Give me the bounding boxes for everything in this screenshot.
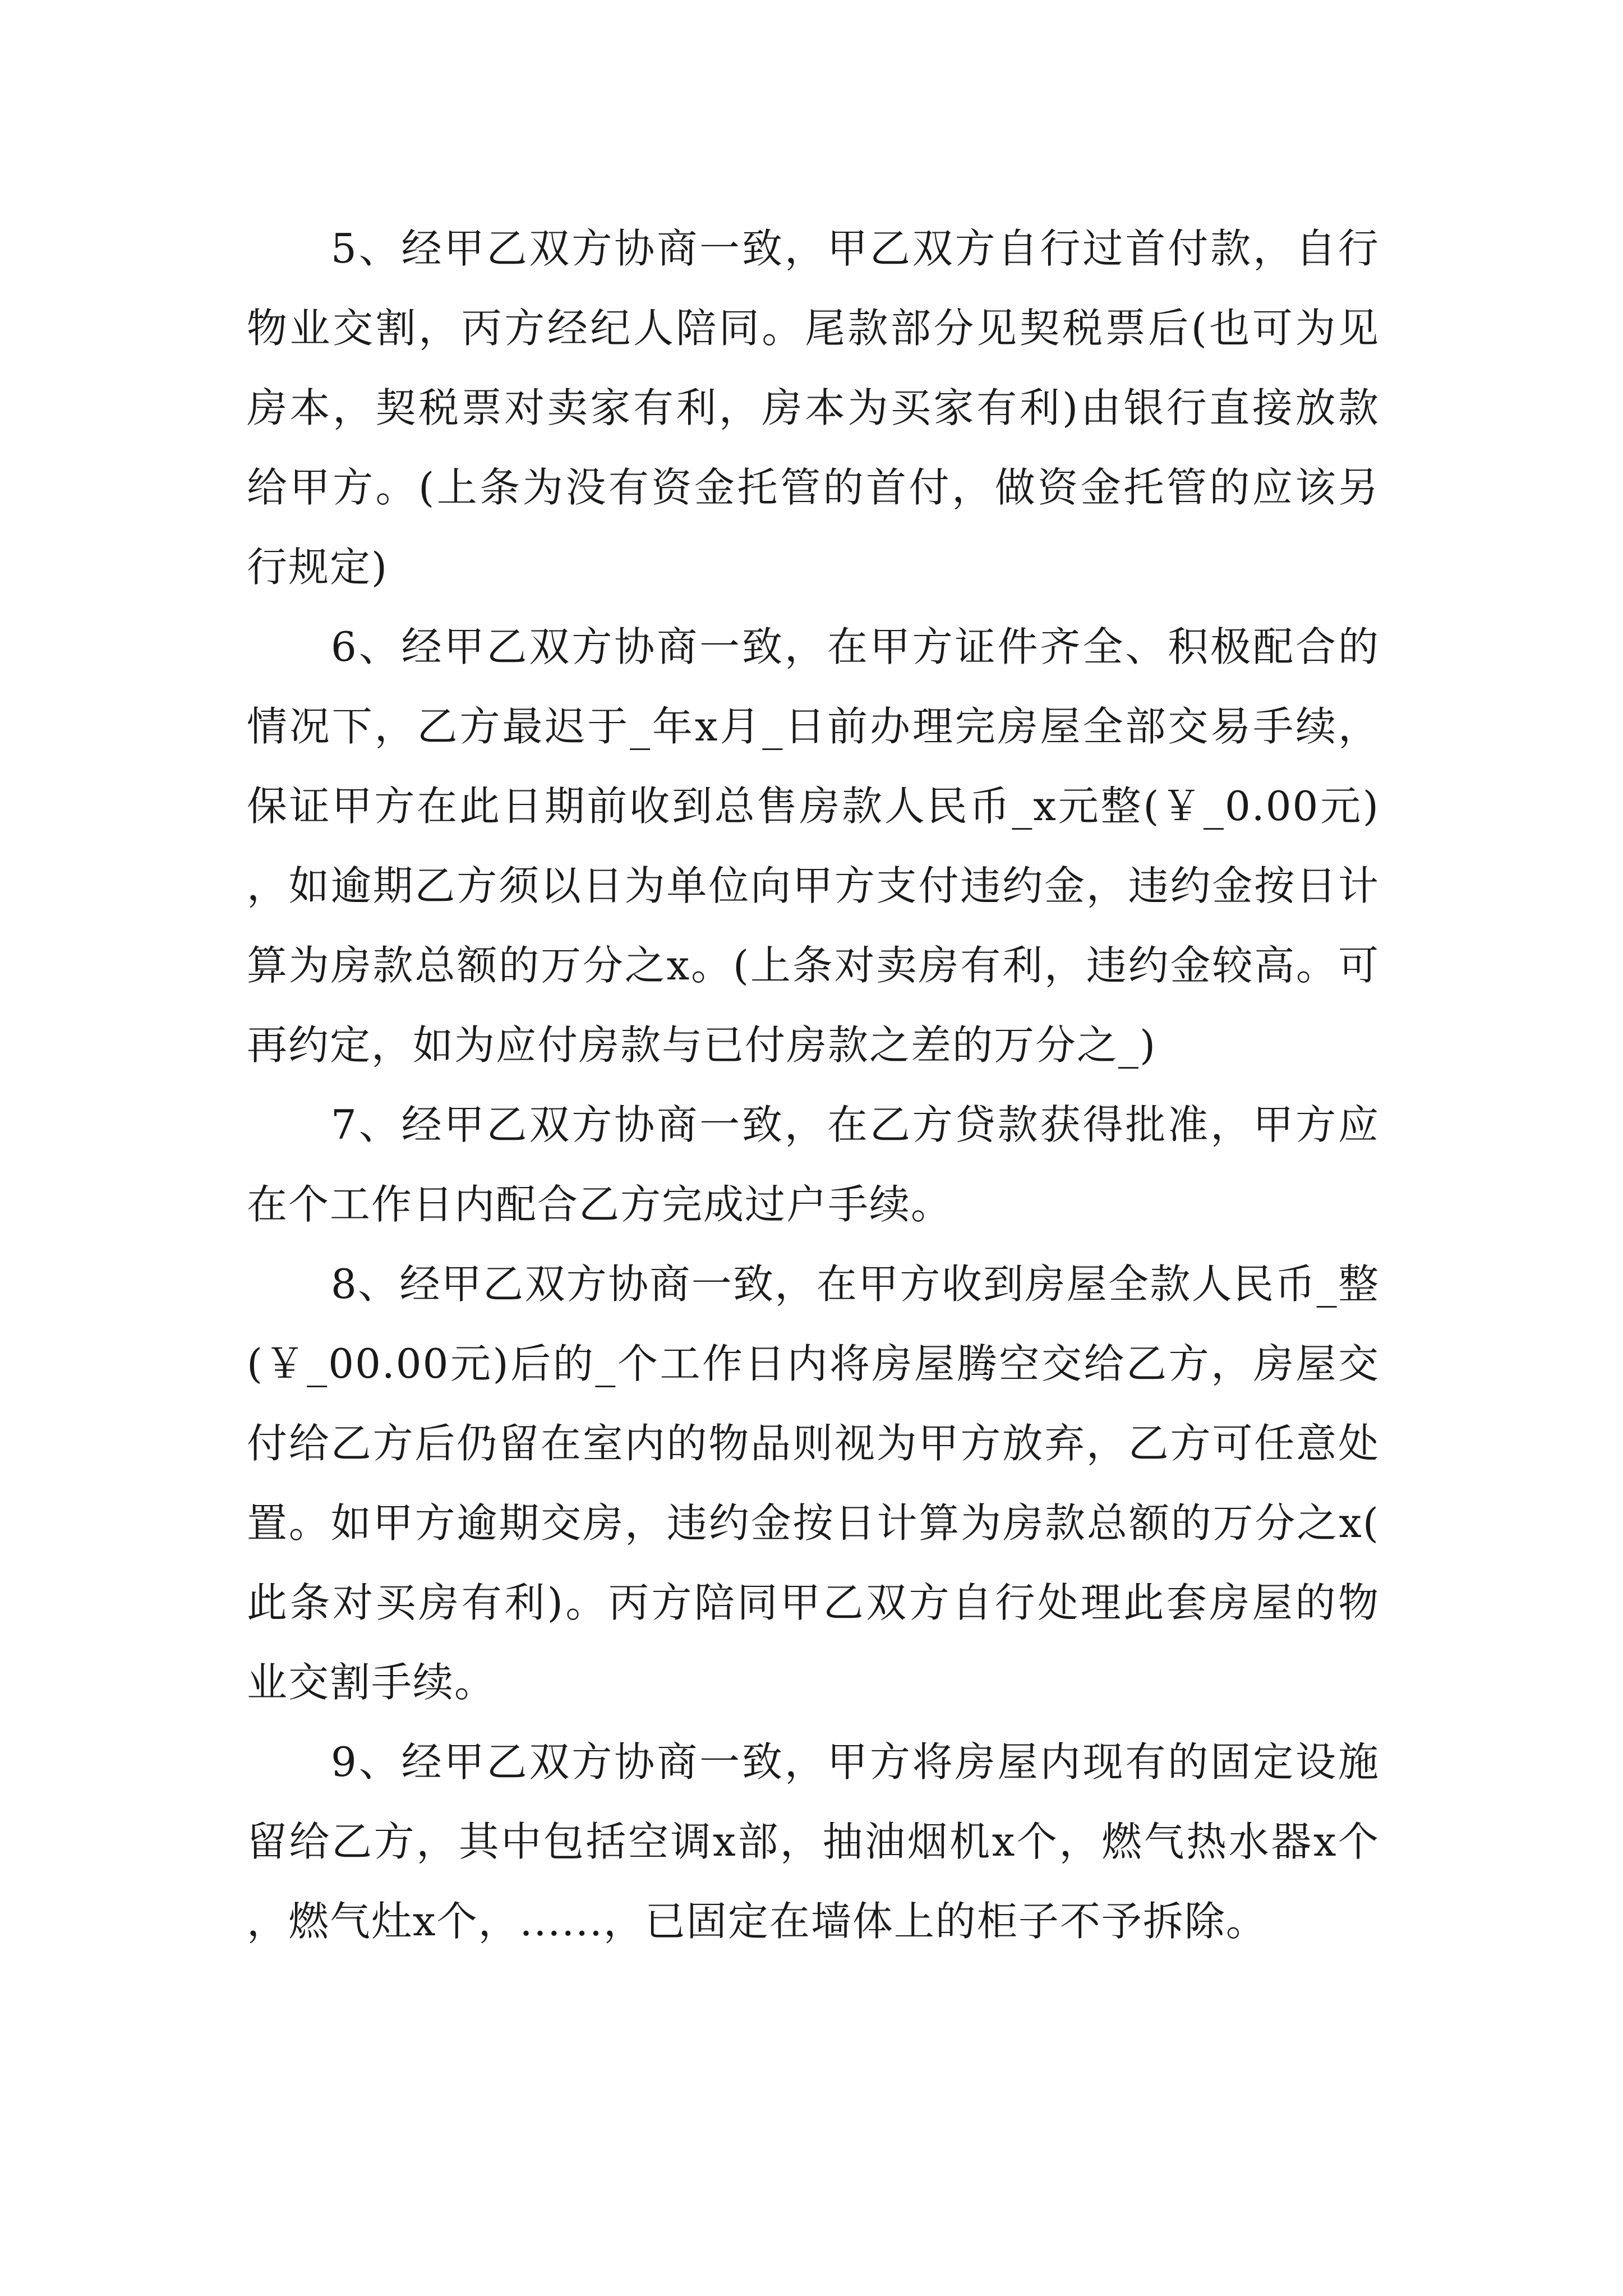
clause-7-paragraph: 7、经甲乙双方协商一致，在乙方贷款获得批准，甲方应在个工作日内配合乙方完成过户手续。 <box>247 1101 1380 1228</box>
clause-8-paragraph: 8、经甲乙双方协商一致，在甲方收到房屋全款人民币_整(￥_00.00元)后的_个工作日内将房屋腾空交给乙方，房屋交付给乙方后仍留在室内的物品则视为甲方放弃，乙方可任意处置。如甲方逾期交房，违约金按日计算为房款总额的万分之x(此条对买房有利)。丙方陪同甲乙双方自行处理此套房屋的物业交割手续。 <box>247 1260 1380 1706</box>
clause-6-paragraph: 6、经甲乙双方协商一致，在甲方证件齐全、积极配合的情况下，乙方最迟于_年x月_日前办理完房屋全部交易手续，保证甲方在此日期前收到总售房款人民币_x元整(￥_0.00元)，如逾期乙方须以日为单位向甲方支付违约金，违约金按日计算为房款总额的万分之x。(上条对卖房有利，违约金较高。可再约定，如为应付房款与已付房款之差的万分之_) <box>247 623 1380 1069</box>
clause-9-paragraph: 9、经甲乙双方协商一致，甲方将房屋内现有的固定设施留给乙方，其中包括空调x部，抽油烟机x个，燃气热水器x个，燃气灶x个，......，已固定在墙体上的柜子不予拆除。 <box>247 1738 1380 1945</box>
document-body <box>247 209 1380 1961</box>
clause-5-paragraph: 5、经甲乙双方协商一致，甲乙双方自行过首付款，自行物业交割，丙方经纪人陪同。尾款部分见契税票后(也可为见房本，契税票对卖家有利，房本为买家有利)由银行直接放款给甲方。(上条为没有资金托管的首付，做资金托管的应该另行规定) <box>247 225 1380 591</box>
